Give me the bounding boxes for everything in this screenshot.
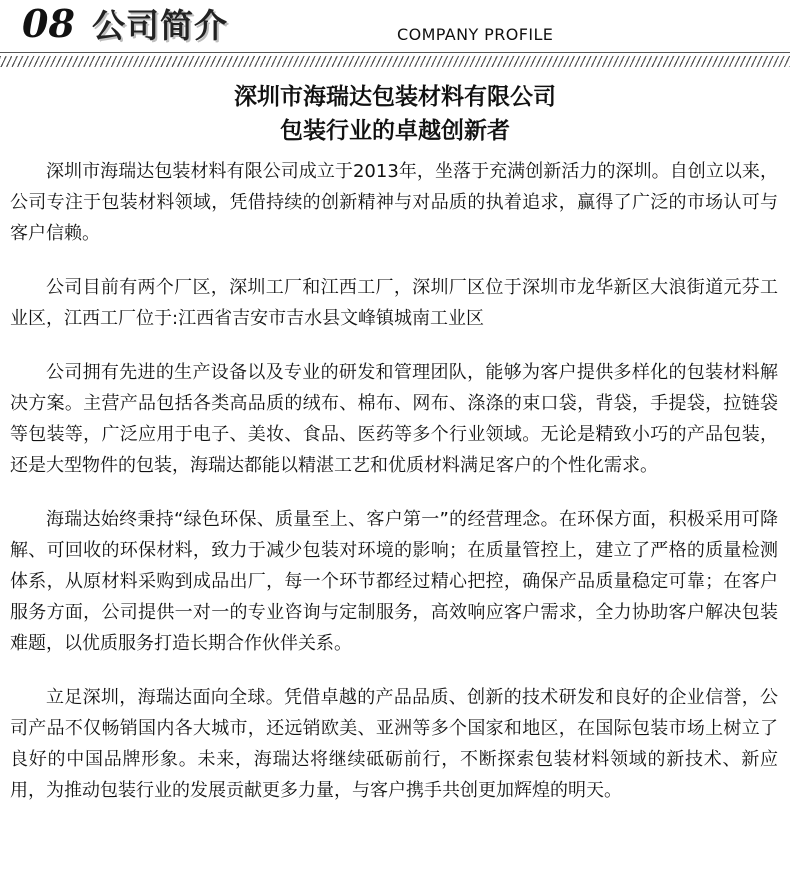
paragraph-philosophy: 海瑞达始终秉持“绿色环保、质量至上、客户第一”的经营理念。在环保方面，积极采用可降解、可回收的环保材料，致力于减少包装对环境的影响；在质量管控上，建立了严格的质量检测体系，从原材料采购到成品出厂，每一个环节都经过精心把控，确保产品质量稳定可靠；在客户服务方面，公司提供一对一的专业咨询与定制服务，高效响应客户需求，全力协助客户解决包装难题，以优质服务打造长期合作伙伴关系。 xyxy=(10,509,778,654)
profile-body xyxy=(0,148,790,806)
company-tagline: 包装行业的卓越创新者 xyxy=(280,118,510,144)
section-title: 公司简介 xyxy=(92,6,228,45)
title-block xyxy=(0,80,790,148)
paragraph-founding: 深圳市海瑞达包装材料有限公司成立于2013年，坐落于充满创新活力的深圳。自创立以来，公司专注于包装材料领域，凭借持续的创新精神与对品质的执着追求，赢得了广泛的市场认可与客户信赖。 xyxy=(10,161,778,244)
header-divider xyxy=(0,52,790,53)
paragraph-global: 立足深圳，海瑞达面向全球。凭借卓越的产品品质、创新的技术研发和良好的企业信誉，公司产品不仅畅销国内各大城市，还远销欧美、亚洲等多个国家和地区，在国际包装市场上树立了良好的中国品牌形象。未来，海瑞达将继续砥砺前行，不断探索包装材料领域的新技术、新应用，为推动包装行业的发展贡献更多力量，与客户携手共创更加辉煌的明天。 xyxy=(10,687,778,801)
section-subtitle: COMPANY PROFILE xyxy=(397,25,554,44)
paragraph-factories: 公司目前有两个厂区，深圳工厂和江西工厂，深圳厂区位于深圳市龙华新区大浪街道元芬工业区，江西工厂位于:江西省吉安市吉水县文峰镇城南工业区 xyxy=(10,277,778,329)
company-name: 深圳市海瑞达包装材料有限公司 xyxy=(234,84,556,110)
paragraph-products: 公司拥有先进的生产设备以及专业的研发和管理团队，能够为客户提供多样化的包装材料解决方案。主营产品包括各类高品质的绒布、棉布、网布、涤涤的束口袋，背袋，手提袋，拉链袋等包装等，广泛应用于电子、美妆、食品、医药等多个行业领域。无论是精致小巧的产品包装，还是大型物件的包装，海瑞达都能以精湛工艺和优质材料满足客户的个性化需求。 xyxy=(10,362,778,476)
section-header xyxy=(0,0,790,68)
section-number: 08 xyxy=(22,1,75,46)
hatched-divider xyxy=(0,56,790,67)
